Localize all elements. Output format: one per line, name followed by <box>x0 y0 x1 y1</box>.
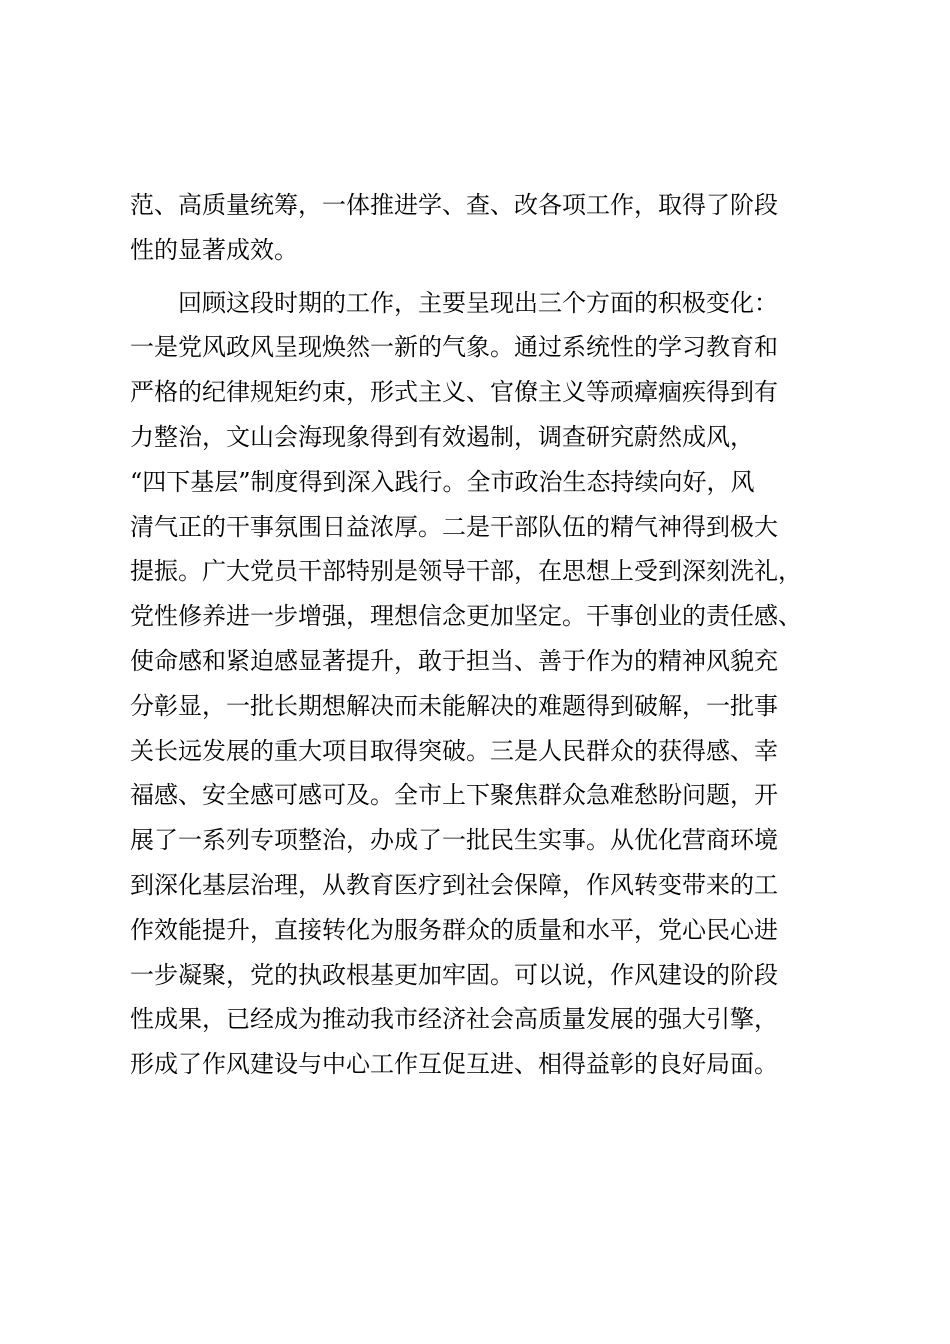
text-line: 分彰显，一批长期想解决而未能解决的难题得到破解，一批事 <box>130 691 778 720</box>
text-line: 党性修养进一步增强，理想信念更加坚定。干事创业的责任感、 <box>130 602 802 631</box>
text-line: 范、高质量统筹，一体推进学、查、改各项工作，取得了阶段 <box>130 191 778 219</box>
text-line: 展了一系列专项整治，办成了一批民生实事。从优化营商环境 <box>130 826 778 855</box>
text-line: “四下基层”制度得到深入践行。全市政治生态持续向好，风 <box>130 467 755 496</box>
text-line: 提振。广大党员干部特别是领导干部，在思想上受到深刻洗礼， <box>130 557 802 586</box>
text-line: 作效能提升，直接转化为服务群众的质量和水平，党心民心进 <box>130 915 778 944</box>
text-line: 到深化基层治理，从教育医疗到社会保障，作风转变带来的工 <box>130 870 778 899</box>
body-text <box>130 183 830 1087</box>
text-line: 使命感和紧迫感显著提升，敢于担当、善于作为的精神风貌充 <box>130 646 778 675</box>
text-line: 清气正的干事氛围日益浓厚。二是干部队伍的精气神得到极大 <box>130 512 778 541</box>
text-line: 形成了作风建设与中心工作互促互进、相得益彰的良好局面。 <box>130 1050 778 1079</box>
text-line: 福感、安全感可感可及。全市上下聚焦群众急难愁盼问题，开 <box>130 781 778 810</box>
text-line: 关长远发展的重大项目取得突破。三是人民群众的获得感、幸 <box>130 736 778 765</box>
paragraph-gap <box>130 273 830 281</box>
text-line: 性的显著成效。 <box>130 235 298 264</box>
text-line: 一步凝聚，党的执政根基更加牢固。可以说，作风建设的阶段 <box>130 960 778 989</box>
text-line: 力整治，文山会海现象得到有效遏制，调查研究蔚然成风， <box>130 422 754 451</box>
text-line: 一是党风政风呈现焕然一新的气象。通过系统性的学习教育和 <box>130 333 778 362</box>
paragraph-first-line: 回顾这段时期的工作，主要呈现出三个方面的积极变化： <box>178 288 778 317</box>
text-line: 性成果，已经成为推动我市经济社会高质量发展的强大引擎， <box>130 1005 778 1034</box>
text-line: 严格的纪律规矩约束，形式主义、官僚主义等顽瘴痼疾得到有 <box>130 378 778 407</box>
